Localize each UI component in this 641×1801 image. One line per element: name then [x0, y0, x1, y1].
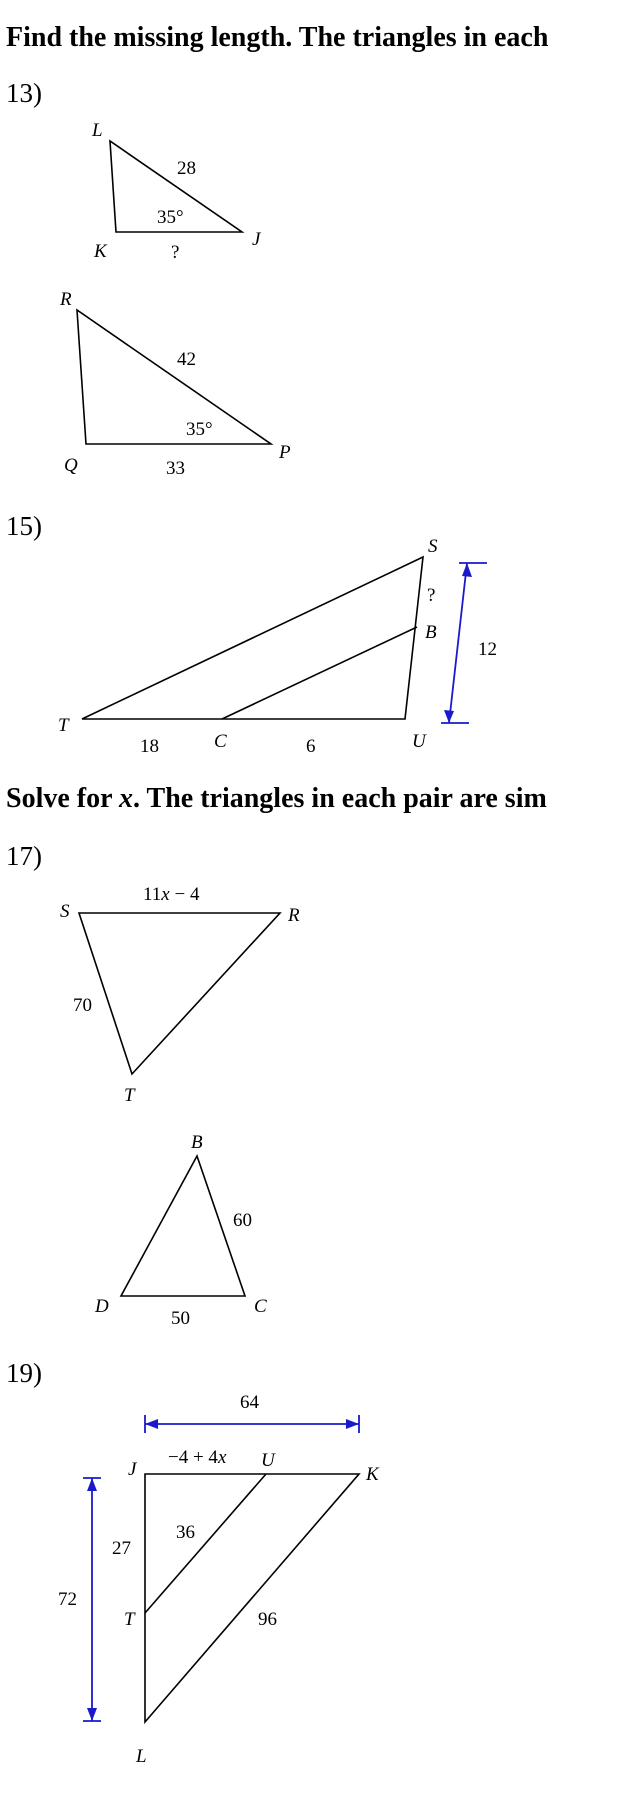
side-ST-label: 70: [73, 995, 92, 1016]
vertex-J-label: J: [128, 1459, 137, 1480]
vertex-T-label: T: [58, 715, 69, 736]
arrowhead-up: [87, 1478, 97, 1491]
side-KJ-unknown-label: ?: [171, 242, 180, 263]
arrowhead-left: [145, 1419, 158, 1429]
side-JU-expression: −4 + 4: [168, 1447, 218, 1468]
vertex-D-label: D: [95, 1296, 109, 1317]
vertex-K-label: K: [366, 1464, 379, 1485]
side-JL-label: 72: [58, 1589, 77, 1610]
vertex-S-label: S: [60, 901, 70, 922]
heading-2-suffix: . The triangles in each pair are sim: [133, 783, 547, 814]
vertex-B-label: B: [191, 1132, 203, 1153]
problem-13-number: 13): [6, 78, 42, 108]
vertex-U-label: U: [412, 731, 426, 752]
vertex-C-label: C: [254, 1296, 267, 1317]
heading-2-prefix: Solve for: [6, 783, 120, 814]
side-LJ-label: 28: [177, 158, 196, 179]
side-DC-label: 50: [171, 1308, 190, 1329]
vertex-R-label: R: [60, 289, 72, 310]
side-QP-label: 33: [166, 458, 185, 479]
side-SB-unknown-label: ?: [427, 585, 436, 606]
side-SR-constant: − 4: [169, 884, 200, 905]
vertex-C-label: C: [214, 731, 227, 752]
dimension-JL: [83, 1478, 101, 1721]
side-CU-label: 6: [306, 736, 316, 757]
vertex-T-label: T: [124, 1085, 135, 1106]
side-JU-label: [168, 1447, 227, 1468]
vertex-S-label: S: [428, 536, 438, 557]
dimension-JK: [145, 1415, 359, 1433]
side-SR-variable: x: [161, 884, 170, 905]
angle-J-label: 35°: [157, 207, 184, 228]
side-BC-label: 60: [233, 1210, 252, 1231]
problem-15-number: 15): [6, 511, 42, 541]
vertex-B-label: B: [425, 622, 437, 643]
side-LK-label: 96: [258, 1609, 277, 1630]
heading-2-variable: x: [119, 783, 134, 814]
vertex-K-label: K: [94, 241, 107, 262]
side-SR-coefficient: 11: [143, 884, 162, 905]
vertex-R-label: R: [288, 905, 300, 926]
side-TC-label: 18: [140, 736, 159, 757]
vertex-L-label: L: [136, 1746, 147, 1767]
triangle-JKL: [145, 1474, 359, 1722]
vertex-J-label: J: [252, 229, 261, 250]
arrowhead-down: [87, 1708, 97, 1721]
side-JK-label: 64: [240, 1392, 259, 1413]
side-TU-label: 36: [176, 1522, 195, 1543]
problem-17-number: 17): [6, 841, 42, 871]
segment-UT: [145, 1474, 266, 1613]
angle-P-label: 35°: [186, 419, 213, 440]
vertex-T-label: T: [124, 1609, 135, 1630]
vertex-U-label: U: [261, 1450, 275, 1471]
arrowhead-right: [346, 1419, 359, 1429]
vertex-L-label: L: [92, 120, 103, 141]
side-JT-label: 27: [112, 1538, 131, 1559]
problem-19-number: 19): [6, 1358, 42, 1388]
side-JU-variable: x: [217, 1447, 227, 1468]
vertex-Q-label: Q: [64, 455, 78, 476]
instruction-heading-1: Find the missing length. The triangles in each: [6, 22, 549, 53]
side-RP-label: 42: [177, 349, 196, 370]
vertex-P-label: P: [279, 442, 291, 463]
side-SU-label: 12: [478, 639, 497, 660]
